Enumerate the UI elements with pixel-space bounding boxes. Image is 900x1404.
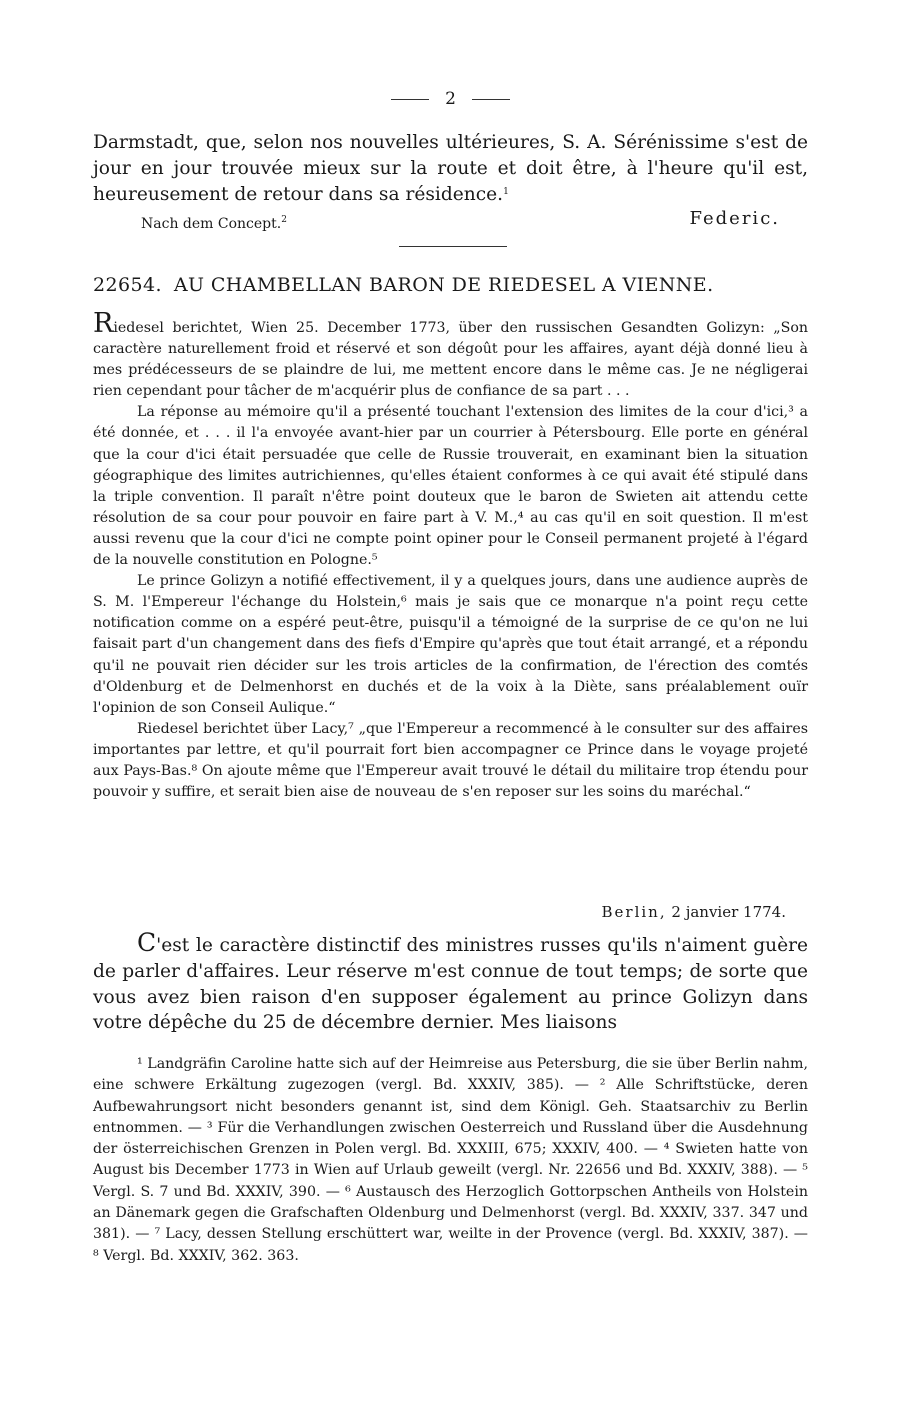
letter-title: AU CHAMBELLAN BARON DE RIEDESEL A VIENNE.	[173, 274, 714, 296]
letter-body-text: 'est le caractère distinctif des ministres russes qu'ils n'aiment guère de parler d'affaires. Leur réserve m'est connue de tout temps; de sorte que vous avez bien raison d'en supposer également au prince Golizyn dans votre dépêche du 25 de décembre dernier. Mes liaisons	[93, 935, 808, 1034]
report-summary	[93, 310, 808, 803]
section-divider	[399, 246, 507, 247]
place-date-line	[602, 903, 786, 921]
concept-note	[141, 216, 287, 232]
header-rule-right	[472, 99, 510, 100]
place: Berlin,	[601, 903, 667, 921]
report-paragraph	[93, 310, 808, 402]
letter-number: 22654.	[93, 274, 162, 296]
page-number-header	[93, 89, 808, 109]
report-paragraph-text: iedesel berichtet, Wien 25. December 1773, über den russischen Gesandten Golizyn: „Son caractère naturellement froid et réservé et son dégoût pour les affaires, ayant déjà donné lieu à mes prédécesseurs de se plaindre de lui, me mettent encore dans le même cas. Je ne négligerai rien cependant pour tâcher de m'acquérir plus de confiance de sa part . . .	[93, 320, 808, 400]
report-paragraph: La réponse au mémoire qu'il a présenté touchant l'extension des limites de la cour d'ici,³ a été donnée, et . . . il l'a envoyée avant-hier par un courrier à Pétersbourg. Elle porte en général que la cour d'ici était persuadée que celle de Russie trouverait, en examinant bien la situation géographique des limites autrichiennes, qu'elles étaient conformes à ce qui avait été stipulé dans la triple convention. Il paraît n'être point douteux que le baron de Swieten ait attendu cette résolution de sa cour pour pouvoir en faire part à V. M.,⁴ au cas qu'il en soit question. Il m'est aussi revenu que la cour d'ici ne compte point opiner pour le Conseil permanent projeté à l'égard de la nouvelle constitution en Pologne.⁵	[93, 404, 808, 569]
footnote-mark: 1	[503, 187, 509, 197]
initial-letter: R	[93, 308, 114, 339]
footnotes-text: ¹ Landgräfin Caroline hatte sich auf der Heimreise aus Petersburg, die sie über Berlin nahm, eine schwere Erkältung zugezogen (vergl. Bd. XXXIV, 385). — ² Alle Schriftstücke, deren Aufbewahrungsort nicht besonders genannt ist, sind dem Königl. Geh. Staatsarchiv zu Berlin entnommen. — ³ Für die Verhandlungen zwischen Oesterreich und Russland über die Ausdehnung der österreichischen Grenzen in Polen vergl. Bd. XXXIII, 675; XXXIV, 400. — ⁴ Swieten hatte von August bis December 1773 in Wien auf Urlaub geweilt (vergl. Nr. 22656 und Bd. XXXIV, 388). — ⁵ Vergl. S. 7 und Bd. XXXIV, 390. — ⁶ Austausch des Herzoglich Gottorpschen Antheils von Holstein an Dänemark gegen die Grafschaften Oldenburg und Delmenhorst (vergl. Bd. XXXIV, 337. 347 und 381). — ⁷ Lacy, dessen Stellung erschüttert war, weilte in der Provence (vergl. Bd. XXXIV, 387). — ⁸ Vergl. Bd. XXXIV, 362. 363.	[93, 1056, 808, 1264]
report-paragraph: Riedesel berichtet über Lacy,⁷ „que l'Empereur a recommencé à le consulter sur des affaires importantes par lettre, et qu'il pourrait fort bien accompagner ce Prince dans le voyage projeté aux Pays-Bas.⁸ On ajoute même que l'Empereur avait trouvé le détail du militaire trop étendu pour pouvoir y suffire, et serait bien aise de nouveau de s'en reposer sur les soins du maréchal.“	[93, 720, 808, 801]
header-rule-left	[391, 99, 429, 100]
date: 2 janvier 1774.	[671, 903, 786, 921]
footnote-mark: 2	[281, 215, 287, 225]
concept-note-text: Nach dem Concept.	[141, 216, 282, 232]
signature: Federic.	[689, 208, 780, 229]
footnotes	[93, 1054, 808, 1267]
initial-letter: C	[137, 928, 157, 957]
letter-heading	[93, 274, 808, 296]
lead-paragraph-text: Darmstadt, que, selon nos nouvelles ultérieures, S. A. Sérénissime s'est de jour en jour trouvée mieux sur la route et doit être, à l'heure qu'il est, heureusement de retour dans sa résidence.	[93, 132, 808, 205]
lead-paragraph	[93, 130, 808, 208]
report-paragraph: Le prince Golizyn a notifié effectivement, il y a quelques jours, dans une audience auprès de S. M. l'Empereur l'échange du Holstein,⁶ mais je sais que ce monarque n'a point reçu cette notification comme on a espéré peut-être, puisqu'il a témoigné de la surprise de ce qu'on ne lui faisait part d'un changement dans des fiefs d'Empire qu'après que tout était arrangé, et a répondu qu'il ne pouvait rien décider sur les trois articles de la confirmation, de l'érection des comtés d'Oldenburg et de Delmenhorst en duchés et de la voix à la Diète, sans préalablement ouïr l'opinion de son Conseil Aulique.“	[93, 573, 808, 716]
page-number: 2	[445, 89, 456, 109]
letter-body	[93, 930, 808, 1036]
